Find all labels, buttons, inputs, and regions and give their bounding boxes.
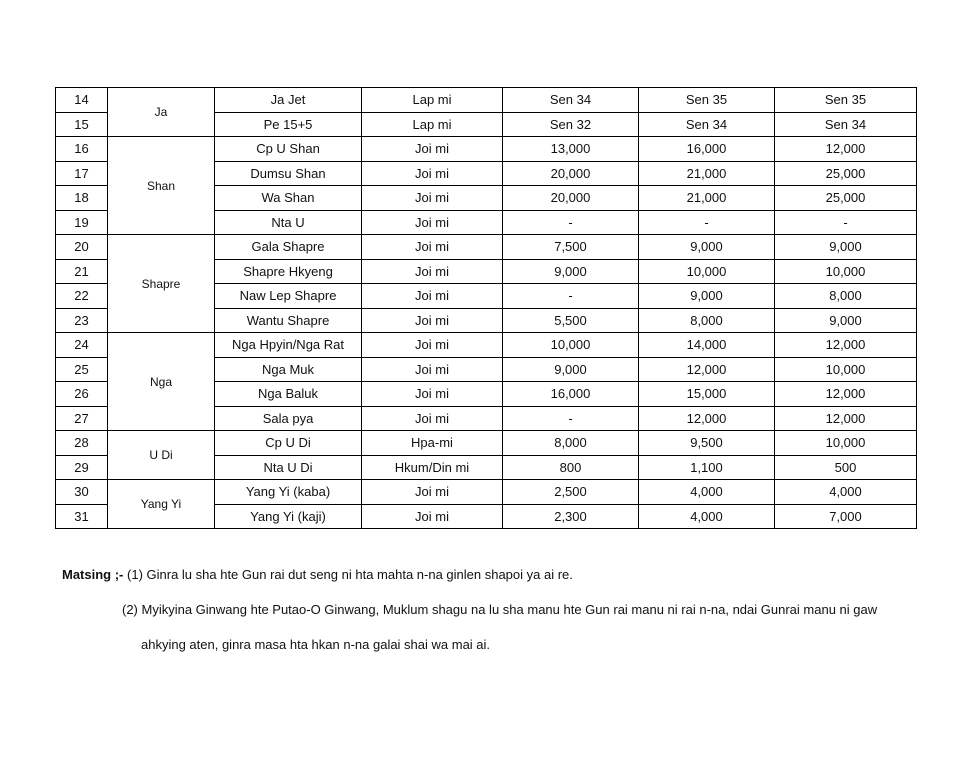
price-cell: 1,100 bbox=[639, 455, 775, 480]
price-cell: - bbox=[503, 210, 639, 235]
unit-cell: Joi mi bbox=[362, 259, 503, 284]
item-name-cell: Nga Hpyin/Nga Rat bbox=[215, 333, 362, 358]
price-cell: 12,000 bbox=[639, 406, 775, 431]
row-number-cell: 16 bbox=[56, 137, 108, 162]
note-2-line-2: ahkying aten, ginra masa hta hkan n-na galai shai wa mai ai. bbox=[141, 637, 491, 652]
table-row bbox=[56, 333, 917, 358]
unit-cell: Hpa-mi bbox=[362, 431, 503, 456]
price-cell: 12,000 bbox=[775, 333, 917, 358]
price-cell: 7,000 bbox=[775, 504, 917, 529]
group-name-cell: Shapre bbox=[108, 235, 215, 333]
row-number-cell: 24 bbox=[56, 333, 108, 358]
item-name-cell: Nta U Di bbox=[215, 455, 362, 480]
price-cell: 16,000 bbox=[503, 382, 639, 407]
price-cell: 7,500 bbox=[503, 235, 639, 260]
item-name-cell: Yang Yi (kaji) bbox=[215, 504, 362, 529]
unit-cell: Joi mi bbox=[362, 406, 503, 431]
price-cell: 5,500 bbox=[503, 308, 639, 333]
price-cell: 12,000 bbox=[775, 406, 917, 431]
unit-cell: Joi mi bbox=[362, 284, 503, 309]
row-number-cell: 22 bbox=[56, 284, 108, 309]
note-1-line bbox=[62, 565, 573, 585]
price-table bbox=[55, 87, 917, 529]
price-cell: 10,000 bbox=[639, 259, 775, 284]
price-cell: 800 bbox=[503, 455, 639, 480]
group-name-cell: U Di bbox=[108, 431, 215, 480]
price-cell: 8,000 bbox=[775, 284, 917, 309]
item-name-cell: Cp U Di bbox=[215, 431, 362, 456]
notes-label: Matsing ;- bbox=[62, 567, 124, 582]
price-cell: 9,000 bbox=[503, 259, 639, 284]
group-name-cell: Ja bbox=[108, 88, 215, 137]
item-name-cell: Nga Muk bbox=[215, 357, 362, 382]
price-cell: 15,000 bbox=[639, 382, 775, 407]
price-cell: 9,500 bbox=[639, 431, 775, 456]
item-name-cell: Nta U bbox=[215, 210, 362, 235]
price-cell: 9,000 bbox=[503, 357, 639, 382]
price-cell: 8,000 bbox=[503, 431, 639, 456]
price-cell: Sen 34 bbox=[503, 88, 639, 113]
price-cell: 9,000 bbox=[639, 235, 775, 260]
price-cell: Sen 35 bbox=[639, 88, 775, 113]
item-name-cell: Naw Lep Shapre bbox=[215, 284, 362, 309]
row-number-cell: 19 bbox=[56, 210, 108, 235]
price-cell: 4,000 bbox=[639, 504, 775, 529]
price-cell: 13,000 bbox=[503, 137, 639, 162]
unit-cell: Joi mi bbox=[362, 357, 503, 382]
row-number-cell: 31 bbox=[56, 504, 108, 529]
price-cell: 2,300 bbox=[503, 504, 639, 529]
unit-cell: Joi mi bbox=[362, 161, 503, 186]
group-name-cell: Nga bbox=[108, 333, 215, 431]
price-cell: Sen 32 bbox=[503, 112, 639, 137]
price-cell: 9,000 bbox=[775, 235, 917, 260]
table-row bbox=[56, 431, 917, 456]
price-cell: 21,000 bbox=[639, 161, 775, 186]
note-2-line-1: (2) Myikyina Ginwang hte Putao-O Ginwang, Muklum shagu na lu sha manu hte Gun rai manu ni rai n-na, ndai Gunrai manu ni gaw bbox=[122, 602, 878, 617]
price-cell: 12,000 bbox=[639, 357, 775, 382]
price-cell: 10,000 bbox=[775, 259, 917, 284]
price-cell: 25,000 bbox=[775, 161, 917, 186]
price-cell: 12,000 bbox=[775, 382, 917, 407]
row-number-cell: 14 bbox=[56, 88, 108, 113]
row-number-cell: 26 bbox=[56, 382, 108, 407]
price-cell: Sen 34 bbox=[775, 112, 917, 137]
item-name-cell: Dumsu Shan bbox=[215, 161, 362, 186]
table-row bbox=[56, 235, 917, 260]
table-body bbox=[56, 88, 917, 529]
unit-cell: Joi mi bbox=[362, 333, 503, 358]
row-number-cell: 29 bbox=[56, 455, 108, 480]
price-cell: 14,000 bbox=[639, 333, 775, 358]
unit-cell: Lap mi bbox=[362, 88, 503, 113]
price-cell: - bbox=[775, 210, 917, 235]
price-cell: Sen 34 bbox=[639, 112, 775, 137]
price-cell: 8,000 bbox=[639, 308, 775, 333]
row-number-cell: 21 bbox=[56, 259, 108, 284]
row-number-cell: 17 bbox=[56, 161, 108, 186]
price-cell: - bbox=[503, 406, 639, 431]
unit-cell: Joi mi bbox=[362, 186, 503, 211]
price-cell: 20,000 bbox=[503, 186, 639, 211]
price-cell: 12,000 bbox=[775, 137, 917, 162]
price-cell: 20,000 bbox=[503, 161, 639, 186]
item-name-cell: Sala pya bbox=[215, 406, 362, 431]
price-cell: Sen 35 bbox=[775, 88, 917, 113]
item-name-cell: Gala Shapre bbox=[215, 235, 362, 260]
table-row bbox=[56, 137, 917, 162]
group-name-cell: Yang Yi bbox=[108, 480, 215, 529]
row-number-cell: 28 bbox=[56, 431, 108, 456]
price-cell: 500 bbox=[775, 455, 917, 480]
unit-cell: Joi mi bbox=[362, 210, 503, 235]
row-number-cell: 23 bbox=[56, 308, 108, 333]
price-cell: 9,000 bbox=[639, 284, 775, 309]
group-name-cell: Shan bbox=[108, 137, 215, 235]
item-name-cell: Wa Shan bbox=[215, 186, 362, 211]
unit-cell: Joi mi bbox=[362, 308, 503, 333]
item-name-cell: Wantu Shapre bbox=[215, 308, 362, 333]
price-cell: 10,000 bbox=[503, 333, 639, 358]
item-name-cell: Pe 15+5 bbox=[215, 112, 362, 137]
price-cell: 4,000 bbox=[775, 480, 917, 505]
price-cell: 10,000 bbox=[775, 357, 917, 382]
price-cell: 4,000 bbox=[639, 480, 775, 505]
row-number-cell: 18 bbox=[56, 186, 108, 211]
row-number-cell: 20 bbox=[56, 235, 108, 260]
unit-cell: Joi mi bbox=[362, 235, 503, 260]
unit-cell: Hkum/Din mi bbox=[362, 455, 503, 480]
price-cell: 9,000 bbox=[775, 308, 917, 333]
row-number-cell: 25 bbox=[56, 357, 108, 382]
price-cell: - bbox=[503, 284, 639, 309]
row-number-cell: 15 bbox=[56, 112, 108, 137]
table-row bbox=[56, 480, 917, 505]
price-cell: 2,500 bbox=[503, 480, 639, 505]
item-name-cell: Nga Baluk bbox=[215, 382, 362, 407]
unit-cell: Joi mi bbox=[362, 480, 503, 505]
item-name-cell: Ja Jet bbox=[215, 88, 362, 113]
item-name-cell: Cp U Shan bbox=[215, 137, 362, 162]
price-cell: 16,000 bbox=[639, 137, 775, 162]
table-row bbox=[56, 88, 917, 113]
item-name-cell: Yang Yi (kaba) bbox=[215, 480, 362, 505]
price-cell: - bbox=[639, 210, 775, 235]
row-number-cell: 27 bbox=[56, 406, 108, 431]
price-cell: 25,000 bbox=[775, 186, 917, 211]
row-number-cell: 30 bbox=[56, 480, 108, 505]
price-cell: 10,000 bbox=[775, 431, 917, 456]
item-name-cell: Shapre Hkyeng bbox=[215, 259, 362, 284]
note-1-text: (1) Ginra lu sha hte Gun rai dut seng ni hta mahta n-na ginlen shapoi ya ai re. bbox=[127, 567, 573, 582]
price-cell: 21,000 bbox=[639, 186, 775, 211]
unit-cell: Joi mi bbox=[362, 137, 503, 162]
unit-cell: Lap mi bbox=[362, 112, 503, 137]
unit-cell: Joi mi bbox=[362, 504, 503, 529]
unit-cell: Joi mi bbox=[362, 382, 503, 407]
